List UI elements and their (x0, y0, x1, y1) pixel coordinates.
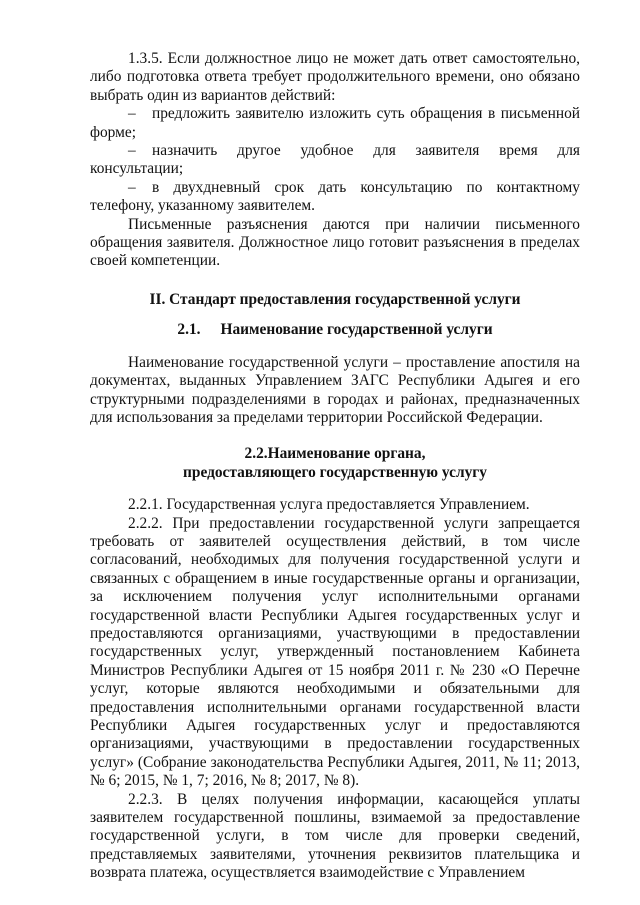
subsection-heading: Наименование органа, (267, 445, 426, 463)
dash-marker: – (128, 178, 136, 196)
subsection-number: 2.1. (177, 321, 201, 339)
option-text: предложить заявителю изложить суть обращения в письменной форме; (90, 105, 580, 141)
subsection-2-2-title (90, 445, 580, 482)
document-page (90, 50, 580, 883)
option-item-written-form (90, 105, 580, 142)
subsection-number: 2.2. (244, 445, 268, 463)
option-text: в двухдневный срок дать консультацию по контактному телефону, указанному заявителем. (90, 178, 580, 215)
paragraph-2-2-2: 2.2.2. При предоставлении государственной услуги запрещается требовать от заявителей осуществления действий, в том числе согласований, необходимых для получения государственной услуги и связанных с обращением в иные государственные органы и организации, за исключением получения услуг исполнительными органами государственной власти Республики Адыгея государственных услуг и предоставляются организациями, участвующими в предоставлении государственных услуг, утвержденный постановлением Кабинета Министров Республики Адыгея от 15 ноября 2011 г. № 230 «О Перечне услуг, которые являются необходимыми и обязательными для предоставления исполнительными органами государственной власти Республики Адыгея государственных услуг и предоставляются организациями, участвующими в предоставлении государственных услуг» (Собрание законодательства Республики Адыгея, 2011, № 11; 2013, № 6; 2015, № 1, 7; 2016, № 8; 2017, № 8). (90, 514, 580, 790)
dash-marker: – (128, 105, 136, 123)
paragraph-2-2-1: 2.2.1. Государственная услуга предоставляется Управлением. (128, 496, 530, 514)
paragraph-1-3-5: 1.3.5. Если должностное лицо не может дать ответ самостоятельно, либо подготовка ответа требует продолжительного времени, оно обязано выбрать один из вариантов действий: (90, 50, 580, 104)
option-text: назначить другое удобное для заявителя время для консультации; (90, 142, 580, 178)
paragraph-2-2-3: 2.2.3. В целях получения информации, касающейся уплаты заявителем государственной пошлины, взимаемой за предоставление государственной услуги, в том числе для проверки сведений, представляемых заявителями, уточнения реквизитов плательщика и возврата платежа, осуществляется взаимодействие с Управлением (90, 790, 580, 882)
paragraph-service-name: Наименование государственной услуги – проставление апостиля на документах, выданных Управлением ЗАГС Республики Адыгея и его структурными подразделениями в городах и районах, предназначенных для использования за пределами территории Российской Федерации. (90, 353, 580, 426)
subsection-heading: Наименование государственной услуги (220, 321, 493, 339)
dash-marker: – (128, 142, 136, 160)
option-item-phone-consultation (90, 179, 580, 216)
paragraph-written-explanations: Письменные разъяснения даются при наличии письменного обращения заявителя. Должностное лицо готовит разъяснения в пределах своей компетенции. (90, 215, 580, 270)
subsection-heading-line-2: предоставляющего государственную услугу (183, 463, 487, 481)
option-item-other-time (90, 142, 580, 179)
section-2-title: II. Стандарт предоставления государственной услуги (149, 290, 521, 308)
subsection-heading-line-1 (90, 445, 580, 463)
subsection-2-1-title (90, 321, 580, 339)
